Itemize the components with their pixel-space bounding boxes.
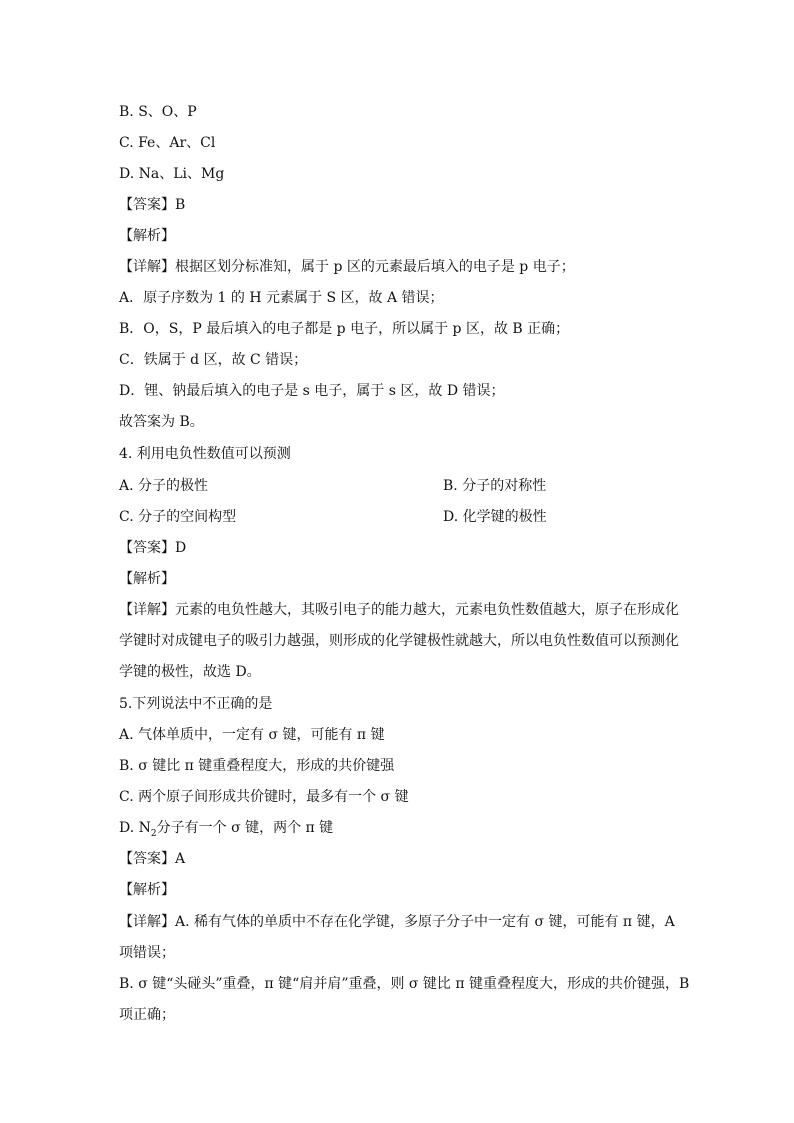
option-d-q5 bbox=[119, 818, 333, 838]
option-d-q5-text: 分子有一个 σ 键，两个 π 键 bbox=[156, 820, 334, 836]
explanation-q4-line2: 学键时对成键电子的吸引力越强，则形成的化学键极性就越大，所以电负性数值可以预测化 bbox=[119, 633, 679, 649]
option-c-q4: C. 分子的空间构型 bbox=[119, 509, 237, 525]
answer-q5: 【答案】A bbox=[119, 851, 186, 867]
question-5-stem: 5.下列说法中不正确的是 bbox=[119, 696, 273, 712]
analysis-heading-q3: 【解析】 bbox=[119, 228, 175, 244]
option-c-q3: C. Fe、Ar、Cl bbox=[119, 135, 216, 151]
explanation-q3-conclusion: 故答案为 B。 bbox=[119, 414, 204, 430]
n2-symbol: D. N bbox=[119, 820, 151, 836]
answer-q3: 【答案】B bbox=[119, 197, 186, 213]
analysis-heading-q5: 【解析】 bbox=[119, 882, 175, 898]
question-4-stem: 4. 利用电负性数值可以预测 bbox=[119, 446, 291, 462]
explanation-q3-line5: D．锂、钠最后填入的电子是 s 电子，属于 s 区，故 D 错误； bbox=[119, 383, 505, 399]
option-b-q5: B. σ 键比 π 键重叠程度大，形成的共价键强 bbox=[119, 758, 395, 774]
explanation-q5-line2: 项错误； bbox=[119, 945, 175, 961]
explanation-q5-line4: 项正确； bbox=[119, 1007, 175, 1023]
option-a-q4: A. 分子的极性 bbox=[119, 478, 209, 494]
option-b-q3: B. S、O、P bbox=[119, 104, 197, 120]
explanation-q3-line1: 【详解】根据区划分标准知，属于 p 区的元素最后填入的电子是 p 电子； bbox=[119, 259, 575, 275]
explanation-q3-line3: B．O，S，P 最后填入的电子都是 p 电子，所以属于 p 区，故 B 正确； bbox=[119, 321, 570, 337]
option-c-q5: C. 两个原子间形成共价键时，最多有一个 σ 键 bbox=[119, 789, 409, 805]
option-d-q3: D. Na、Li、Mg bbox=[119, 166, 225, 182]
n2-subscript: 2 bbox=[150, 828, 157, 839]
explanation-q3-line2: A．原子序数为 1 的 H 元素属于 S 区，故 A 错误； bbox=[119, 290, 444, 306]
option-a-q5: A. 气体单质中，一定有 σ 键，可能有 π 键 bbox=[119, 727, 385, 743]
option-d-q4: D. 化学键的极性 bbox=[443, 509, 547, 525]
answer-q4: 【答案】D bbox=[119, 540, 187, 556]
option-b-q4: B. 分子的对称性 bbox=[443, 478, 547, 494]
analysis-heading-q4: 【解析】 bbox=[119, 571, 175, 587]
explanation-q3-line4: C．铁属于 d 区，故 C 错误； bbox=[119, 352, 308, 368]
explanation-q5-line1: 【详解】A. 稀有气体的单质中不存在化学键，多原子分子中一定有 σ 键，可能有 π 键，A bbox=[119, 914, 675, 930]
explanation-q4-line1: 【详解】元素的电负性越大，其吸引电子的能力越大，元素电负性数值越大，原子在形成化 bbox=[119, 602, 679, 618]
explanation-q5-line3: B. σ 键“头碰头”重叠，π 键“肩并肩”重叠，则 σ 键比 π 键重叠程度大，形成的共价键强，B bbox=[119, 976, 690, 992]
explanation-q4-line3: 学键的极性，故选 D。 bbox=[119, 664, 261, 680]
